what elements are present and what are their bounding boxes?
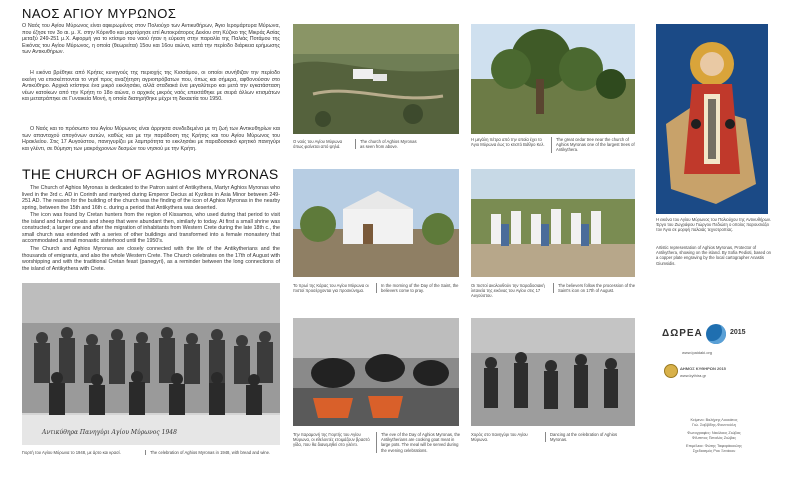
credits-block: [656, 418, 772, 454]
caption-icon-painting-gr: Η εικόνα του Αγίου Μύρωνος του Πολιούχου της Αντικυθήρων. Έργο του Ζωγράφου Γιώργου Πεδιώτη ο οποίος παρουσιάζει τον Άγιο σε μορφή παλαιάς τεχνοτροπίας.: [656, 217, 772, 233]
credits-line-3: Φωτογραφίες: Νικόλαος Ζιώβας: [687, 431, 741, 435]
english-paragraph-3: The Church and Aghios Myronas are closely connected with the life of the Antikytherians and the thousands of emigrants, and also the whole Western Crete. The Church celebrates on the 17th of August with worshipping and with the traditional Cretan feast (panegyri), as a reminder between the long connections of the island of Antikythera with Crete.: [22, 246, 282, 272]
english-title: THE CHURCH OF AGHIOS MYRONAS: [22, 166, 279, 182]
credits-line-5: Επιμέλεια: Φώτης Ταφαράκουλης: [686, 444, 742, 448]
credits-line-4: Φίλιππος Πεταλάς Ζιώβας: [691, 436, 737, 440]
logo-label: ΔΩΡΕΑ: [662, 328, 703, 339]
photo-pilgrims-morning: [293, 169, 459, 277]
caption-church-above-en: The church of Aghios Myronas as seen from above.: [355, 139, 420, 149]
credits-line-6: Σχεδιασμός Ροκ Ξενάκου: [692, 449, 736, 453]
icon-painting-aghios-myronas: [656, 24, 768, 214]
greek-paragraph-1: Ο Ναός του Αγίου Μύρωνος είναι αφιερωμένος στον Πολιούχο των Αντικυθήρων, Άγιο Ιερομάρτυρα Μύρωνα, που έζησε τον 3ο αι. μ. Χ. στην Κόρινθο και μαρτύρησε επί Αυτοκράτορος Δεκίου στη Κύζικο της Μικράς Ασίας μεταξύ 249-251 μ.Χ. Αφορμή για το κτίσιμο του ναού ήταν η εύρεση στην παραλία της Παλιάς Ποτάμου της Εικόνας του Αγίου Μύρωνος, η οποία (θεωρείται) 15ου και 16ου αιώνα, κατά την περίοδο διάρκεια ερήμωσης των Αντικυθήρων.: [22, 23, 282, 56]
greek-paragraph-2: Η εικόνα βρέθηκε από Κρήτες κυνηγούς της περιοχής της Κισσάμου, οι οποίοι συνήθιζαν την περίοδο εκείνη να επισκέπτονται το νησί προς αναζήτηση αγριοπρόβατων που, όπως και σήμερα, αφθονούσαν στο Αντικύθηρο. Αρχικά κτίστηκε ένα μικρό εκκλησάκι, αλλά σταδιακά ένα μεγαλύτερο και μετά την εγκατάσταση νέων κατοίκων από την Κρήτη το 18ο αιώνα, ο αρχικός μικρός ναός επεκτάθηκε με σειρά άλλων κτισμάτων και μετατράπηκε σε Γυναικεία Μονή, η οποία διατηρήθηκε μέχρι τη δεκαετία του 1950.: [22, 70, 282, 103]
greek-paragraph-3: Ο Ναός και το πρόσωπο του Αγίου Μύρωνος είναι άρρηκτα συνδεδεμένα με τη ζωή των Αντικυθηρίων και των απανταχού απογόνων αυτών, καθώς και με την παράδοση της Κρήτης και του Αγίου Μύρωνος του Ηρακλείου. Στις 17 Αυγούστου, πανηγυρίζει με λαμπρότητα το εκκλησάκι με παραδοσιακό κρητικό πανηγύρι και γλέντι, σε θύμηση των μακρόχρονων δεσμών του νησιού με την Κρήτη.: [22, 126, 282, 152]
photo-dancing: [471, 318, 635, 426]
group-photo-1948: [22, 283, 280, 445]
caption-tree-en: The great cedar tree near the church of Aghios Myronas one of the largest trees of Antikythera.: [551, 137, 636, 153]
donation-logo: [656, 322, 772, 350]
sponsor-line: ΔΗΜΟΣ ΚΥΘΗΡΩΝ 2015: [680, 366, 726, 371]
caption-cooking-en: The eve of the Day of Aghios Myronas, the Antikytherians are cooking goat meat in large pots. The meal will be served during the evening celebrations.: [376, 432, 461, 453]
caption-group-photo-en: The celebration of Aghios Myronas in 1948, with bread and wine.: [145, 450, 280, 455]
caption-cooking-gr: Την παραμονή της Γιορτής του Αγίου Μύρωνα, οι εθελοντές ετοιμάζουν βραστό γίδα, που θα διανεμηθεί στο γλέντι.: [293, 432, 370, 448]
caption-icon-painting-en: Artistic representation of Aghios Myronas, Protector of Antikythera, showing on the island. By Sofia Pedioti, based on a copper plate engraving by the local cartographer Anastis Giumsidis.: [656, 245, 771, 266]
caption-group-photo-gr: Γιορτή του Αγίου Μύρωνα το 1948, με άρτο και κρασί.: [22, 450, 121, 455]
sponsor-url: www.kythira.gr: [680, 373, 707, 378]
caption-procession-gr: Οι πιστοί ακολουθούν την παραδοσιακή λιτανεία της εικόνας του Αγίου στις 17 Αυγούστου.: [471, 283, 545, 299]
greek-title: ΝΑΟΣ ΑΓΙΟΥ ΜΥΡΩΝΟΣ: [22, 6, 177, 21]
photo-cooking-pots: [293, 318, 459, 426]
photo-great-tree: [471, 24, 635, 134]
caption-dancing-en: Dancing at the celebration of Aghios Myronas.: [545, 432, 630, 442]
caption-church-above-gr: Ο ναός του Αγίου Μύρωνα όπως φαίνεται από ψηλά.: [293, 139, 343, 150]
caption-dancing-gr: Χορός στο πανηγύρι του Αγίου Μύρωνα.: [471, 432, 528, 443]
caption-tree-gr: Η μεγάλη πέτρα από την οποία έχει το Άγιο Μύρωνα έως το κτιστό Βάθρο Κελ.: [471, 137, 545, 148]
photo-procession: [471, 169, 635, 277]
logo-year: 2015: [730, 329, 746, 336]
globe-icon: [706, 324, 726, 344]
photo-handwritten-inscription: Αντικύθηρα Πανηγύρι Αγίου Μύρωνος 1948: [42, 429, 177, 436]
english-paragraph-1: The Church of Aghios Myronas is dedicated to the Patron saint of Antikythera, Martyr Aghios Myronas who lived in the 3rd c. AD in Corinth and martyred during Emperor Decius at Kyzikos in Asia Minor between 249-251 AD. The reason for the building of the church was the finding of the icon of Aghios Myronas in the nearby spring, between the 15th and 16th c. during a period that Antikythera was deserted.: [22, 185, 282, 211]
credits-line-1: Κείμενο: Βαλήρης Λουκάτος: [690, 418, 738, 422]
photo-church-from-above: [293, 24, 459, 134]
municipality-seal-icon: [664, 364, 678, 378]
caption-pilgrims-gr: Το πρωί της Κάρας του Αγίου Μύρωνα οι πιστοί προσέρχονται για προσκύνημα.: [293, 283, 369, 294]
credits-line-2: Γιώ. Σαββίδης-Φουντούλη: [692, 423, 736, 427]
caption-procession-en: The believers follow the procession of the Saint's icon on 17th of August.: [553, 283, 638, 293]
english-paragraph-2: The icon was found by Cretan hunters from the region of Kissamos, who used during that period to visit the island and hunted goats and sheep that were abundant then, similarly to today. At first a small shrine was constructed; a larger one and after the migration of inhabitants from Western Crete during the late 18th c., the small church was extended with a series of other buildings and transformed into a female monastery that accommodated a small monastic sisterhood until the 1950's.: [22, 212, 282, 245]
logo-url: www.ipaidaki.org: [682, 350, 713, 355]
caption-pilgrims-en: In the morning of the Day of the Saint, the believers come to pray.: [376, 283, 461, 293]
